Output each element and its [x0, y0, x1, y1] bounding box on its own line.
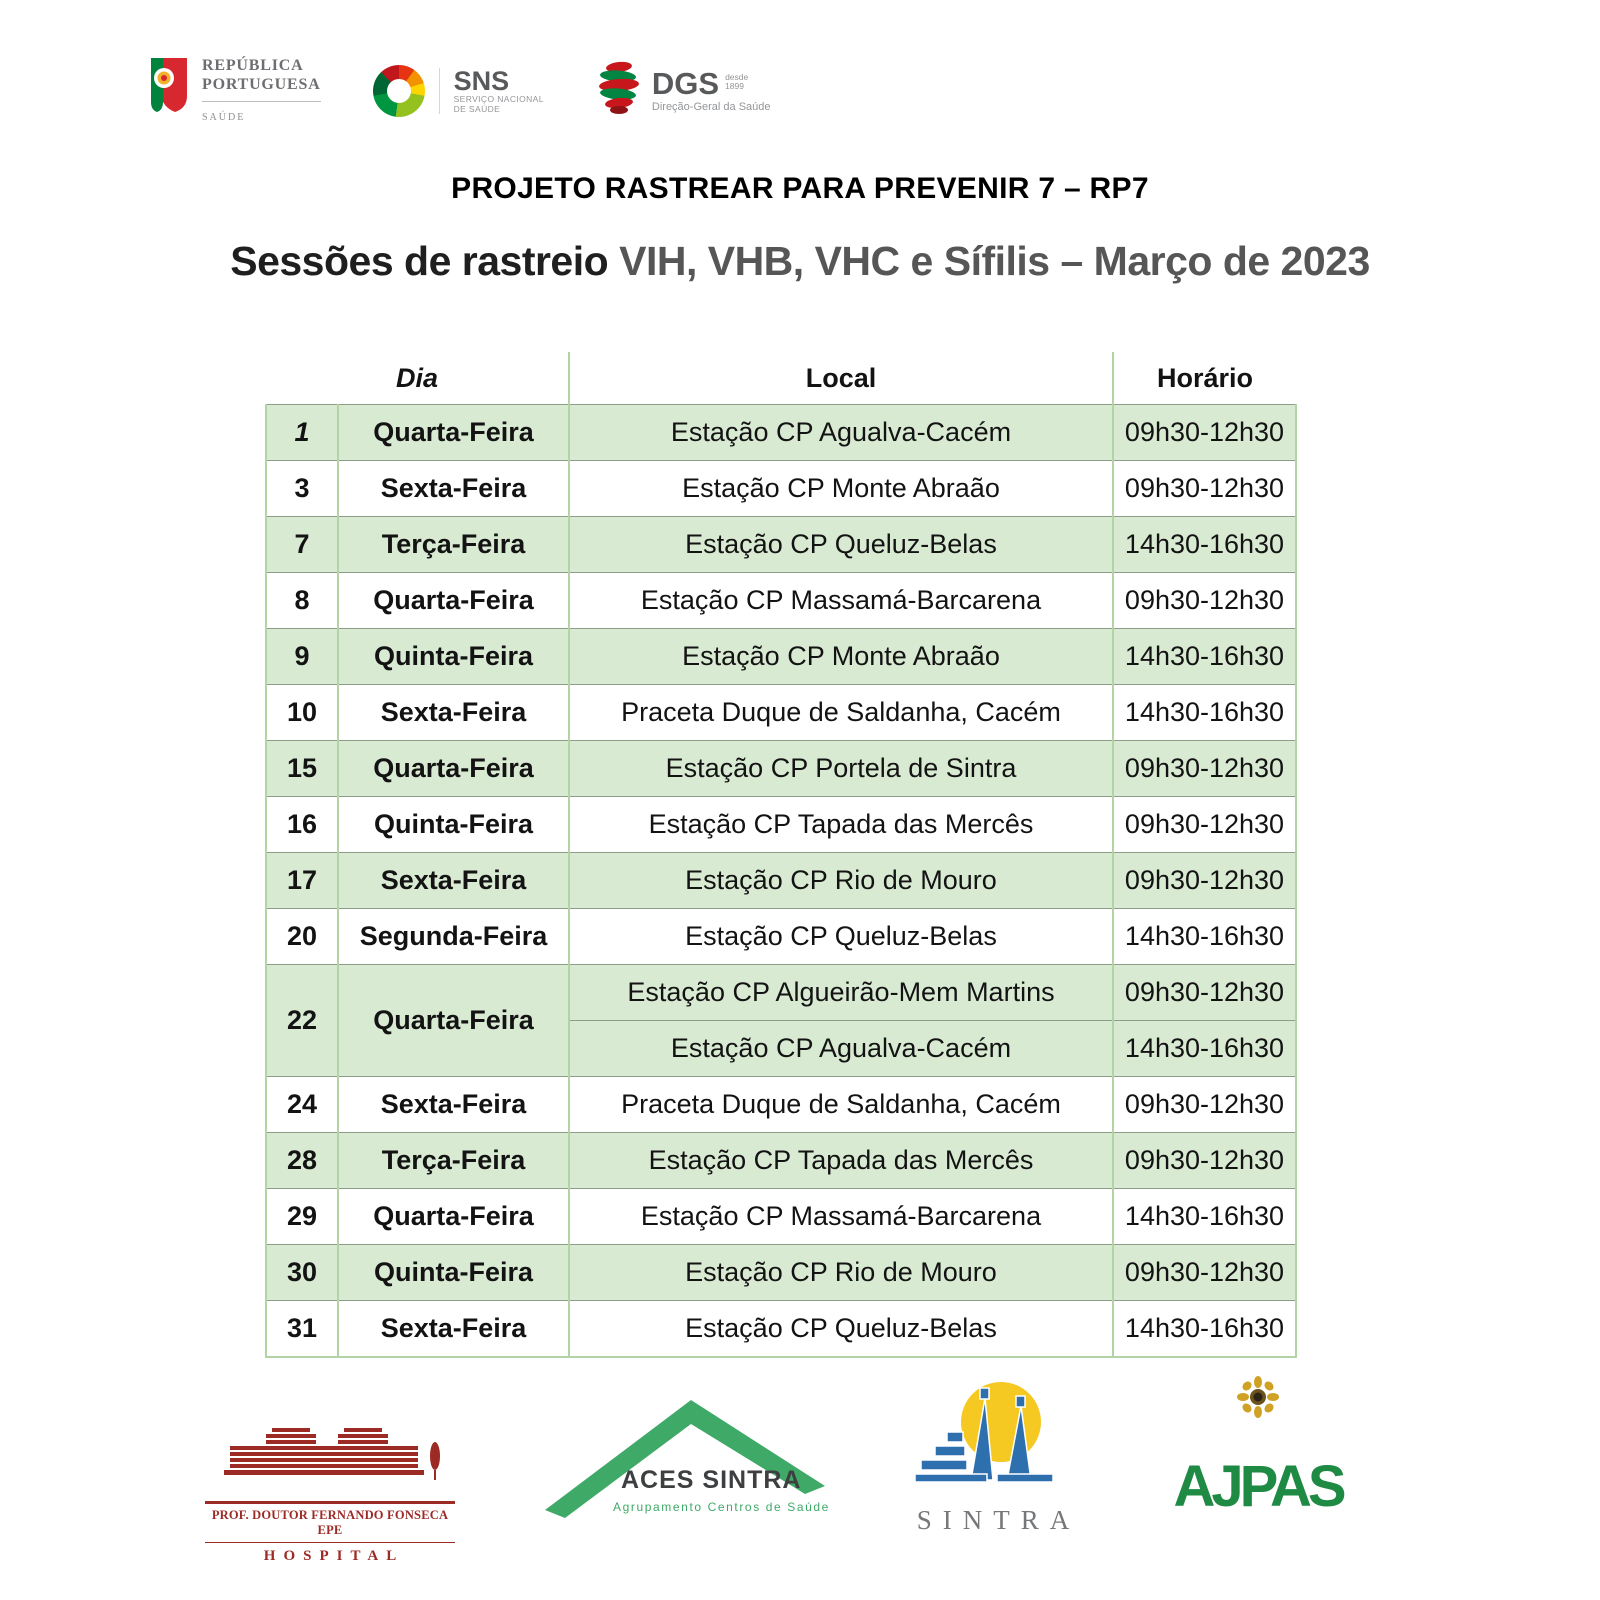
header-horario: Horário: [1113, 352, 1296, 405]
table-row: [266, 629, 1296, 685]
day-number-cell: 22: [266, 965, 338, 1077]
aces-sintra-name: ACES SINTRA: [621, 1466, 802, 1494]
aces-sintra-subtitle: Agrupamento Centros de Saúde: [613, 1500, 830, 1514]
dgs-logo: [596, 59, 771, 122]
horario-cell: 09h30-12h30: [1113, 1133, 1296, 1189]
horario-cell: 09h30-12h30: [1113, 853, 1296, 909]
local-cell: Estação CP Rio de Mouro: [569, 853, 1113, 909]
horario-cell: 14h30-16h30: [1113, 1301, 1296, 1358]
local-cell: Estação CP Queluz-Belas: [569, 1301, 1113, 1358]
sunflower-icon: [1232, 1409, 1284, 1426]
header-dia: Dia: [266, 352, 569, 405]
local-cell: Estação CP Massamá-Barcarena: [569, 573, 1113, 629]
sns-ring-icon: [373, 65, 425, 117]
day-number-cell: 31: [266, 1301, 338, 1358]
local-cell: Estação CP Queluz-Belas: [569, 909, 1113, 965]
subtitle-gray-part: VIH, VHB, VHC e Sífilis – Março de 2023: [619, 238, 1370, 284]
table-row: [266, 797, 1296, 853]
local-cell: Estação CP Tapada das Mercês: [569, 797, 1113, 853]
dgs-leaves-icon: [596, 59, 642, 122]
sns-sub-line2: DE SAÚDE: [453, 103, 501, 114]
horario-cell: 09h30-12h30: [1113, 1077, 1296, 1133]
table-row: [266, 573, 1296, 629]
page-subtitle: [0, 238, 1600, 285]
horario-cell: 09h30-12h30: [1113, 461, 1296, 517]
local-cell: Estação CP Monte Abraão: [569, 461, 1113, 517]
header-logos: [148, 56, 771, 125]
local-cell: Estação CP Massamá-Barcarena: [569, 1189, 1113, 1245]
weekday-cell: Quinta-Feira: [338, 797, 569, 853]
republica-saude-label: SAÚDE: [202, 112, 246, 123]
horario-cell: 14h30-16h30: [1113, 629, 1296, 685]
sns-sub-line1: SERVIÇO NACIONAL: [453, 93, 544, 104]
portugal-flag-icon: [148, 56, 190, 119]
day-number-cell: 8: [266, 573, 338, 629]
table-row: [266, 405, 1296, 461]
table-row: [266, 1301, 1296, 1358]
horario-cell: 14h30-16h30: [1113, 909, 1296, 965]
aces-sintra-logo: [543, 1388, 833, 1528]
republica-line1: REPÚBLICA: [202, 57, 304, 74]
horario-cell: 14h30-16h30: [1113, 1021, 1296, 1077]
weekday-cell: Quarta-Feira: [338, 741, 569, 797]
ajpas-name: AJPAS: [1173, 1454, 1343, 1519]
weekday-cell: Sexta-Feira: [338, 1301, 569, 1358]
republica-portuguesa-logo: [148, 56, 321, 125]
hospital-name: PROF. DOUTOR FERNANDO FONSECA EPE: [205, 1501, 455, 1538]
day-number-cell: 30: [266, 1245, 338, 1301]
dgs-abbr: DGS: [651, 65, 720, 101]
day-number-cell: 10: [266, 685, 338, 741]
horario-cell: 09h30-12h30: [1113, 797, 1296, 853]
ajpas-logo: [1158, 1374, 1358, 1547]
day-number-cell: 16: [266, 797, 338, 853]
weekday-cell: Sexta-Feira: [338, 685, 569, 741]
table-row: [266, 1245, 1296, 1301]
weekday-cell: Quinta-Feira: [338, 629, 569, 685]
weekday-cell: Terça-Feira: [338, 1133, 569, 1189]
schedule-table-header: [266, 352, 1296, 405]
weekday-cell: Quarta-Feira: [338, 573, 569, 629]
local-cell: Praceta Duque de Saldanha, Cacém: [569, 1077, 1113, 1133]
horario-cell: 14h30-16h30: [1113, 1189, 1296, 1245]
sintra-municipality-logo: [903, 1376, 1083, 1536]
day-number-cell: 20: [266, 909, 338, 965]
weekday-cell: Sexta-Feira: [338, 853, 569, 909]
table-row: [266, 685, 1296, 741]
day-number-cell: 9: [266, 629, 338, 685]
table-row: [266, 965, 1296, 1021]
day-number-cell: 3: [266, 461, 338, 517]
day-number-cell: 1: [266, 405, 338, 461]
dgs-text-block: [651, 65, 771, 113]
horario-cell: 09h30-12h30: [1113, 405, 1296, 461]
weekday-cell: Sexta-Feira: [338, 1077, 569, 1133]
header-row: [266, 352, 1296, 405]
weekday-cell: Segunda-Feira: [338, 909, 569, 965]
dgs-sub: Direção-Geral da Saúde: [651, 100, 771, 113]
horario-cell: 09h30-12h30: [1113, 573, 1296, 629]
sns-text-block: [439, 65, 544, 114]
horario-cell: 09h30-12h30: [1113, 741, 1296, 797]
table-row: [266, 461, 1296, 517]
header-local: Local: [569, 352, 1113, 405]
day-number-cell: 24: [266, 1077, 338, 1133]
sintra-name: SINTRA: [916, 1505, 1081, 1535]
local-cell: Estação CP Agualva-Cacém: [569, 405, 1113, 461]
horario-cell: 14h30-16h30: [1113, 517, 1296, 573]
table-row: [266, 1189, 1296, 1245]
horario-cell: 14h30-16h30: [1113, 685, 1296, 741]
local-cell: Estação CP Queluz-Belas: [569, 517, 1113, 573]
table-row: [266, 1133, 1296, 1189]
table-row: [266, 1077, 1296, 1133]
table-row: [266, 741, 1296, 797]
day-number-cell: 15: [266, 741, 338, 797]
hospital-label: HOSPITAL: [205, 1542, 455, 1565]
local-cell: Estação CP Tapada das Mercês: [569, 1133, 1113, 1189]
sns-abbr: SNS: [453, 65, 510, 96]
table-row: [266, 853, 1296, 909]
day-number-cell: 17: [266, 853, 338, 909]
local-cell: Estação CP Agualva-Cacém: [569, 1021, 1113, 1077]
weekday-cell: Sexta-Feira: [338, 461, 569, 517]
page-title: PROJETO RASTREAR PARA PREVENIR 7 – RP7: [451, 172, 1149, 205]
sns-logo: [373, 65, 544, 117]
republica-rule: [202, 101, 321, 125]
hospital-building-icon: [210, 1481, 450, 1498]
horario-cell: 09h30-12h30: [1113, 965, 1296, 1021]
republica-text-block: [202, 56, 321, 125]
hospital-fernando-fonseca-logo: [205, 1426, 455, 1565]
weekday-cell: Quarta-Feira: [338, 1189, 569, 1245]
day-number-cell: 28: [266, 1133, 338, 1189]
local-cell: Estação CP Monte Abraão: [569, 629, 1113, 685]
horario-cell: 09h30-12h30: [1113, 1245, 1296, 1301]
footer-logos: [0, 1368, 1600, 1600]
republica-line2: PORTUGUESA: [202, 76, 321, 93]
table-row: [266, 909, 1296, 965]
subtitle-black-part: Sessões de rastreio: [230, 238, 609, 284]
dgs-since: desde 1899: [725, 71, 749, 91]
table-row: [266, 517, 1296, 573]
local-cell: Estação CP Portela de Sintra: [569, 741, 1113, 797]
local-cell: Estação CP Rio de Mouro: [569, 1245, 1113, 1301]
weekday-cell: Terça-Feira: [338, 517, 569, 573]
local-cell: Estação CP Algueirão-Mem Martins: [569, 965, 1113, 1021]
local-cell: Praceta Duque de Saldanha, Cacém: [569, 685, 1113, 741]
day-number-cell: 7: [266, 517, 338, 573]
weekday-cell: Quarta-Feira: [338, 965, 569, 1077]
day-number-cell: 29: [266, 1189, 338, 1245]
weekday-cell: Quinta-Feira: [338, 1245, 569, 1301]
weekday-cell: Quarta-Feira: [338, 405, 569, 461]
schedule-table: [265, 352, 1297, 1358]
sintra-palace-sun-icon: [913, 1481, 1073, 1498]
schedule-table-body: [266, 405, 1296, 1358]
